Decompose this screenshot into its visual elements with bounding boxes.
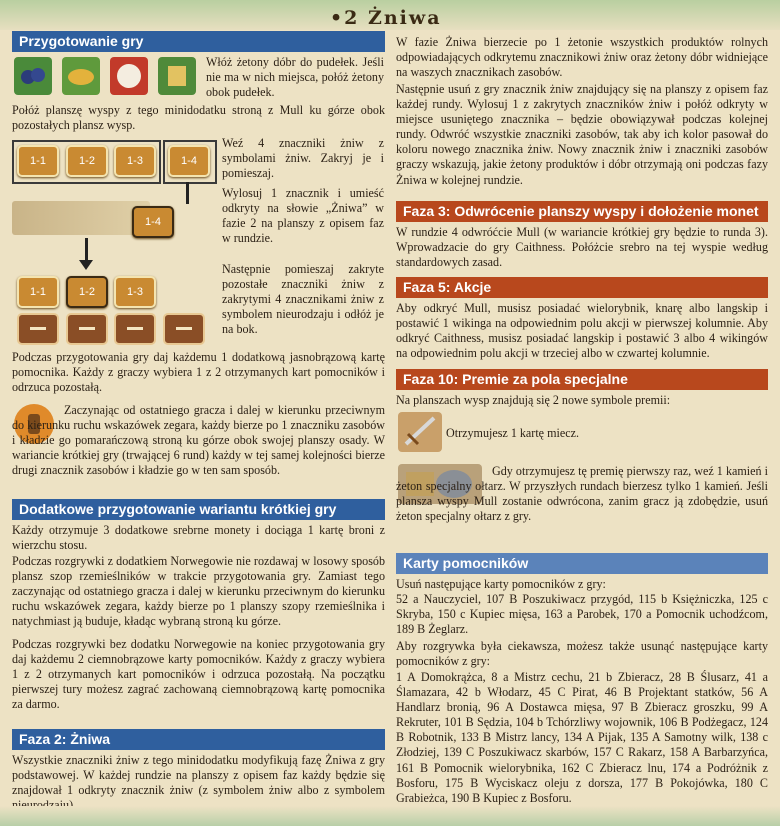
phase2-header: Faza 2: Żniwa (12, 729, 385, 750)
prep-text-5: Następnie pomieszaj zakryte pozostałe znaczniki żniw z zakrytymi 4 znacznikami żniw z symbolem nieurodzaju i odłóż je na bok. (222, 262, 384, 337)
rune-token-icon (158, 57, 196, 95)
famine-marker (114, 313, 156, 345)
prep-text-4: Wylosuj 1 znacznik i umieść odkryty na słowie „Żniwa” w fazie 2 na planszy z opisem faz w rundzie. (222, 186, 384, 246)
harvest-marker: 1-1 (17, 145, 59, 177)
harvest-marker: 1-3 (114, 276, 156, 308)
short-text-3: Podczas rozgrywki bez dodatku Norwegowie na koniec przygotowania gry daj każdemu 2 ciemnobrązowe karty pomocników. Każdy z graczy wybiera 1 z 2 otrzymanych kart pomocników i odrzuca pozostałą. Na początku pierwszej tury możesz zagrać zachowaną ciemnobrązową kartę pomocnika za darmo. (12, 637, 385, 712)
short-text-1: Każdy otrzymuje 3 dodatkowe srebrne monety i dociąga 1 kartę broni z wierzchu stosu. (12, 523, 385, 553)
phase-board (12, 201, 150, 235)
cards-text-2: 52 a Nauczyciel, 107 B Poszukiwacz przygód, 115 b Księżniczka, 125 c Skryba, 150 c Kupiec mięsa, 163 a Parobek, 170 a Pomocnik uchodźcom, 189 B Żeglarz. (396, 592, 768, 637)
left-column (12, 31, 385, 52)
phase3-header: Faza 3: Odwrócenie planszy wyspy i dołożenie monet (396, 201, 768, 222)
phase2-text: Wszystkie znaczniki żniw z tego minidodatku modyfikują fazę Żniwa z gry podstawowej. W każdej rundzie na planszy z opisem faz każdy będzie się znajdował 1 odkryty znacznik żniw (z symbolem żniw albo z symbolem (12, 753, 385, 798)
harvest-marker: 1-2 (66, 145, 108, 177)
harvest-marker: 1-3 (114, 145, 156, 177)
bread-token-icon (62, 57, 100, 95)
phase5-header: Faza 5: Akcje (396, 277, 768, 298)
sword-bonus-icon (398, 412, 442, 452)
prep-text-7: Zaczynając od ostatniego gracza i dalej w kierunku przeciwnym do kierunku ruchu wskazówek zegara, każdy bierze po 1 znaczniku zasobów i kładzie go pomarańczową stroną ku górze obok swojej planszy osady. W wariancie krótkiej gry (trwającej 6 rund) każdy w tej samej kolejności bierze drugi znacznik zasobów i kładzie go w ten sam sposób. (12, 403, 385, 478)
harvest-marker: 1-4 (168, 145, 210, 177)
harvest-text-1: W fazie Żniwa bierzecie po 1 żetonie wszystkich produktów rolnych odpowiadających odkrytemu znacznikowi żniw oraz żetony dóbr widniejące na waszych znacznikach zasobów. (396, 35, 768, 80)
short-text-2: Podczas rozgrywki z dodatkiem Norwegowie nie rozdawaj w losowy sposób plansz szop rzemieślników w trakcie przygotowania gry. Zamiast tego zaczynając od ostatniego gracza i dalej w kierunku przeciwnym do kierunku ruchu wskazówek zegara, każdy bierze po 1 planszy szopy rzemieślnika i natychmiast ją buduje, kładąc wybraną stroną ku górze. (12, 554, 385, 629)
harvest-marker: 1-1 (17, 276, 59, 308)
prep-text-3: Weź 4 znaczniki żniw z symbolami żniw. Zakryj je i pomieszaj. (222, 136, 384, 181)
page-title: •2 Żniwa (330, 7, 442, 29)
prep-text-6: Podczas przygotowania gry daj każdemu 1 dodatkową jasnobrązową kartę pomocnika. Każdy z graczy wybiera 1 z 2 otrzymanych kart pomocników i odrzuca pozostałą. (12, 350, 385, 395)
harvest-marker-on-board: 1-4 (132, 206, 174, 238)
cards-text-1: Usuń następujące karty pomocników z gry: (396, 577, 606, 591)
phase10-text-1: Na planszach wysp znajdują się 2 nowe symbole premii: (396, 393, 671, 407)
phase5-text: Aby odkryć Mull, musisz posiadać wielorybnik, knarę albo langskip i postawić 1 wikinga na odpowiednim polu akcji w pierwszej kolumnie. Aby odkryć Caithness, musisz posiadać langskip i postawić 3 albo 4 wikingów na odpowiednim polu akcji w trzeciej albo w czwartej kolumnie. (396, 301, 768, 361)
arrow-head-icon (79, 260, 93, 270)
cards-text-3: Aby rozgrywka była ciekawsza, możesz także usunąć następujące karty pomocników z gry: (396, 639, 768, 669)
short-variant-header: Dodatkowe przygotowanie wariantu krótkiej gry (12, 499, 385, 520)
cards-text-4: 1 A Domokrążca, 8 a Mistrz cechu, 21 b Zbieracz, 28 B Ślusarz, 41 a Ślamazara, 42 b Włodarz, 45 C Pirat, 46 B Projektant statków, 56 A Handlarz bronią, 96 A Dostawca mięsa, 97 B Zbieracz groszku, 99 A Rekruter, 101 B Sędzia, 104 b Tchórzliwy wojownik, 106 B Podżegacz, 124 B Robotnik, 133 B Mistrz lancy, 134 A Pijak, 135 A Samotny wilk, 138 c Złodziej, 139 C Poszukiwacz skarbów, 157 C Rakarz, 158 A Barbarzyńca, 161 B Pomocnik wielorybnika, 162 C Zbieracz lnu, 174 a Podróżnik z Bosforu, 175 B Wyciskacz oleju z dorsza, 177 B Pokojówka, 180 C Grabieżca, 190 B Kupiec z Bosforu. (396, 670, 768, 805)
bottom-decoration (0, 806, 780, 826)
phase10-text-2: Otrzymujesz 1 kartę miecz. (446, 426, 579, 440)
harvest-text-2: Następnie usuń z gry znacznik żniw znajdujący się na planszy z opisem faz każdej rundy. Wylosuj 1 z zakrytych znaczników żniw i połóż odkryty w miejsce usuniętego znacznika – będzie obowiązywał podczas kolejnej rundy. Odwróć wszystkie znaczniki zasobów, tak aby ich kolor pasował do koloru nowego znacznika żniw. Nowy znacznik żniw i znaczniki zasobów graczy wskazują, jakie żetony produktów i dóbr otrzymają oni podczas fazy Żniwa w kolejnej rundzie. (396, 82, 768, 187)
phase10-text-3: Gdy otrzymujesz tę premię pierwszy raz, weź 1 kamień i żeton specjalny ołtarz. W przyszłych rundach bierzesz tylko 1 kamień. Jeśli plansza wyspy Mull zostanie odwrócona, zanim gracz ją zdobędzie, usuń żeton specjalny ołtarz z gry. (396, 464, 768, 524)
famine-marker (17, 313, 59, 345)
cards-header: Karty pomocników (396, 553, 768, 574)
blueberry-token-icon (14, 57, 52, 95)
phase10-header: Faza 10: Premie za pola specjalne (396, 369, 768, 390)
phase3-text: W rundzie 4 odwróćcie Mull (w wariancie krótkiej gry będzie to runda 3). Wprowadzacie do gry Caithness. Połóżcie srebro na tej wyspie według standardowych zasad. (396, 225, 768, 270)
prep-text-1: Włóż żetony dóbr do pudełek. Jeśli nie ma w nich miejsca, połóż żetony obok pudełek. (206, 55, 384, 100)
arrow-down-icon (186, 182, 189, 204)
prep-text-2: Połóż planszę wyspy z tego minidodatku stroną z Mull ku górze obok pozostałych plansz wysp. (12, 103, 385, 133)
prep-header: Przygotowanie gry (12, 31, 385, 52)
famine-marker (66, 313, 108, 345)
egg-token-icon (110, 57, 148, 95)
famine-marker (163, 313, 205, 345)
harvest-marker: 1-2 (66, 276, 108, 308)
